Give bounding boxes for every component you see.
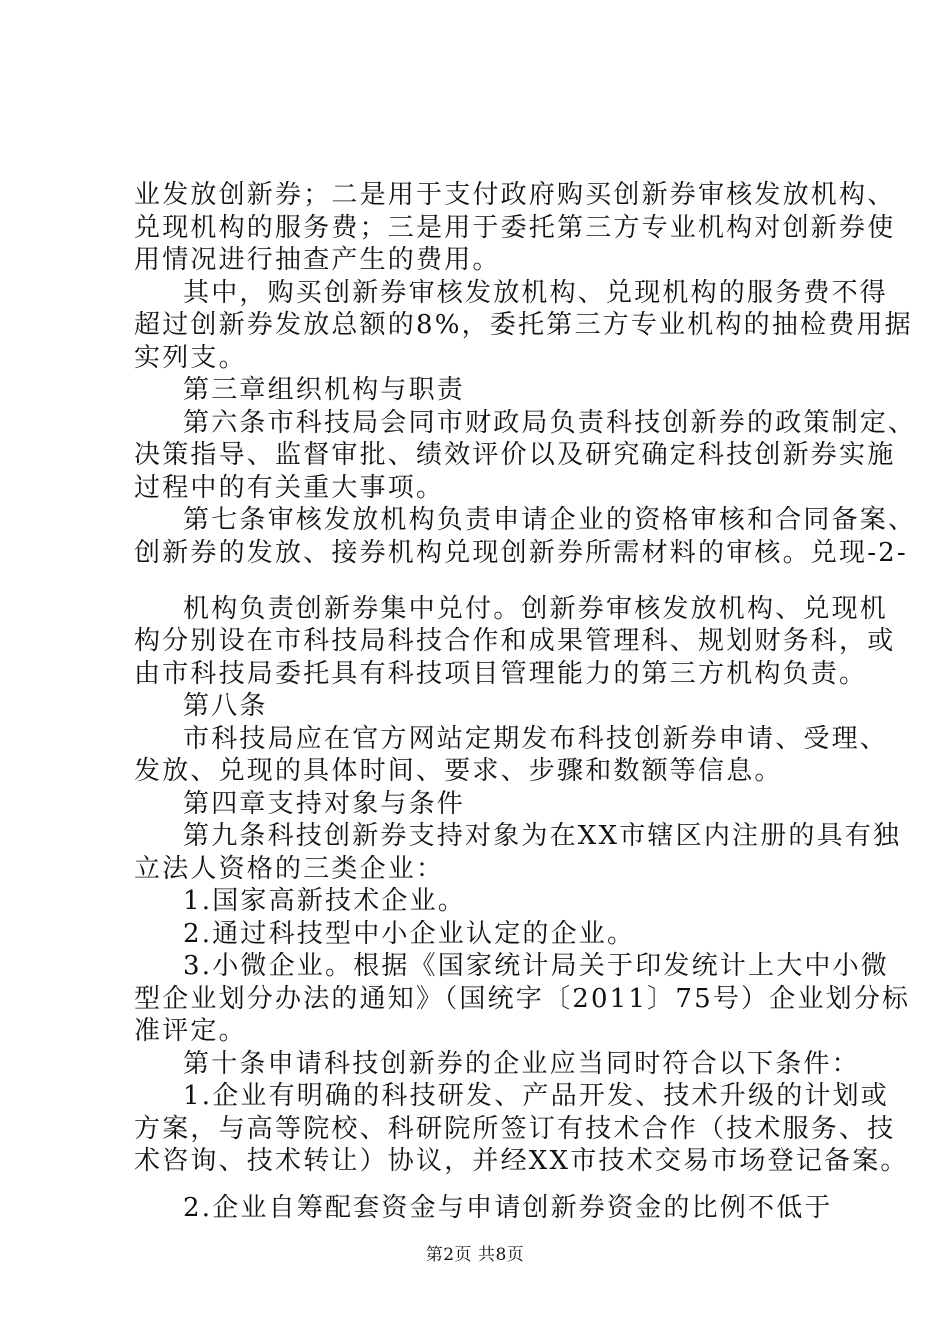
text-line: 实列支。: [134, 343, 247, 373]
list-item: 2.通过科技型中小企业认定的企业。: [183, 919, 636, 949]
text-line: 市科技局应在官方网站定期发布科技创新券申请、受理、: [183, 724, 889, 754]
text-line: 第十条申请科技创新券的企业应当同时符合以下条件：: [183, 1049, 860, 1079]
text-line: 用情况进行抽查产生的费用。: [134, 245, 501, 275]
list-item: 3.小微企业。根据《国家统计局关于印发统计上大中小微: [183, 951, 890, 981]
article-heading: 第八条: [183, 691, 268, 721]
text-line: 构分别设在市科技局科技合作和成果管理科、规划财务科，或: [134, 626, 896, 656]
text-line: 方案，与高等院校、科研院所签订有技术合作（技术服务、技: [134, 1114, 896, 1144]
text-line: 机构负责创新券集中兑付。创新券审核发放机构、兑现机: [183, 594, 889, 624]
text-line: 决策指导、监督审批、绩效评价以及研究确定科技创新券实施: [134, 440, 896, 470]
text-line: 创新券的发放、接券机构兑现创新券所需材料的审核。兑现-2-: [134, 538, 908, 568]
text-line: 第九条科技创新券支持对象为在XX市辖区内注册的具有独: [183, 821, 902, 851]
text-line: 由市科技局委托具有科技项目管理能力的第三方机构负责。: [134, 659, 868, 689]
text-line: 准评定。: [134, 1016, 247, 1046]
text-line: 第六条市科技局会同市财政局负责科技创新券的政策制定、: [183, 408, 917, 438]
text-line: 第七条审核发放机构负责申请企业的资格审核和合同备案、: [183, 505, 917, 535]
list-item: 2.企业自筹配套资金与申请创新券资金的比例不低于: [183, 1193, 833, 1223]
list-item: 1.国家高新技术企业。: [183, 886, 467, 916]
text-line: 术咨询、技术转让）协议，并经XX市技术交易市场登记备案。: [134, 1146, 909, 1176]
text-line: 超过创新券发放总额的8%，委托第三方专业机构的抽检费用据: [134, 310, 913, 340]
text-line: 过程中的有关重大事项。: [134, 473, 445, 503]
text-line: 型企业划分办法的通知》（国统字〔2011〕75号）企业划分标: [134, 984, 911, 1014]
text-line: 兑现机构的服务费；三是用于委托第三方专业机构对创新券使: [134, 213, 896, 243]
text-line: 业发放创新券；二是用于支付政府购买创新券审核发放机构、: [134, 180, 896, 210]
page-number: 第2页 共8页: [425, 1245, 525, 1265]
text-line: 立法人资格的三类企业：: [134, 854, 445, 884]
section-heading: 第三章组织机构与职责: [183, 375, 466, 405]
list-item: 1.企业有明确的科技研发、产品开发、技术升级的计划或: [183, 1081, 890, 1111]
text-line: 其中，购买创新券审核发放机构、兑现机构的服务费不得: [183, 278, 889, 308]
text-line: 发放、兑现的具体时间、要求、步骤和数额等信息。: [134, 756, 783, 786]
section-heading: 第四章支持对象与条件: [183, 789, 466, 819]
